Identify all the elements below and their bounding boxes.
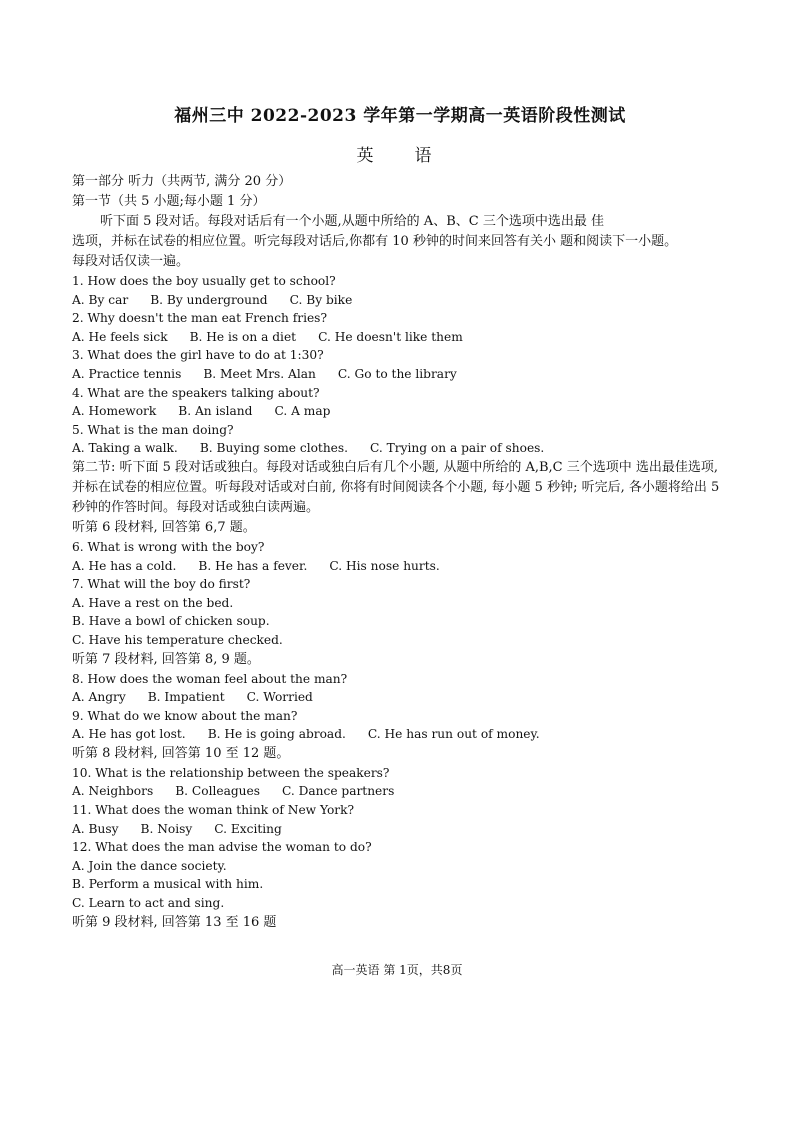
question-10: 10. What is the relationship between the speakers? [72,765,390,780]
question-2: 2. Why doesn't the man eat French fries? [72,311,327,326]
question-11: 11. What does the woman think of New York? [72,803,355,818]
option-c: C. Exciting [214,821,282,836]
option-a: A. Angry [72,690,126,705]
question-7: 7. What will the boy do first? [72,577,251,592]
question-3-options [72,365,728,384]
option-c: C. Dance partners [281,784,395,799]
option-a: A. Practice tennis [72,366,182,381]
part1-heading: 第一部分 听力（共两节, 满分 20 分） [72,174,292,189]
option-b: B. Impatient [147,690,225,705]
question-12-option-c: C. Learn to act and sing. [72,896,225,911]
question-6: 6. What is wrong with the boy? [72,539,265,554]
question-11-options [72,820,728,839]
material-9-heading: 听第 9 段材料, 回答第 13 至 16 题 [72,914,277,930]
material-6-heading: 听第 6 段材料, 回答第 6,7 题。 [72,519,256,535]
question-12-option-a: A. Join the dance society. [72,858,227,873]
subject-title: 英 语 [356,146,444,166]
option-a: A. Taking a walk. [72,441,178,456]
question-1: 1. How does the boy usually get to school? [72,274,336,288]
option-c: C. Worried [246,690,313,705]
question-7-option-a: A. Have a rest on the bed. [72,595,234,610]
question-4-options [72,402,728,421]
option-c: C. Go to the library [337,366,457,381]
option-b: B. Meet Mrs. Alan [203,366,316,381]
option-a: A. Neighbors [72,784,154,799]
material-8-heading: 听第 8 段材料, 回答第 10 至 12 题。 [72,745,290,761]
option-a: A. Homework [72,404,157,419]
question-6-options [72,557,728,576]
option-b: B. Buying some clothes. [199,441,349,456]
option-a: A. By car [72,292,129,307]
option-b: B. He is going abroad. [207,727,346,742]
option-c: C. A map [274,404,331,419]
question-7-option-b: B. Have a bowl of chicken soup. [72,614,270,629]
option-b: B. An island [178,404,253,419]
question-8: 8. How does the woman feel about the man? [72,671,348,686]
section1-instruction-line2: 选项，并标在试卷的相应位置。听完每段对话后,你都有 10 秒钟的时间来回答有关小 题和阅读下一小题。 [72,234,678,249]
question-10-options [72,782,728,801]
question-12-option-b: B. Perform a musical with him. [72,877,264,892]
option-c: C. Trying on a pair of shoes. [370,441,545,456]
option-c: C. He doesn't like them [318,329,463,344]
section1-instruction-line3: 每段对话仅读一遍。 [72,254,190,269]
question-1-options [72,291,728,310]
question-3: 3. What does the girl have to do at 1:30? [72,348,324,363]
question-4: 4. What are the speakers talking about? [72,385,320,400]
question-12: 12. What does the man advise the woman to do? [72,840,372,855]
section1-questions [72,272,728,458]
question-2-options [72,328,728,347]
question-9: 9. What do we know about the man? [72,708,298,723]
question-5-options [72,439,728,458]
question-8-options [72,688,728,707]
question-7-option-c: C. Have his temperature checked. [72,632,283,647]
question-5: 5. What is the man doing? [72,422,234,437]
question-9-options [72,725,728,744]
option-a: A. Busy [72,821,119,836]
exam-title: 福州三中 2022-2023 学年第一学期高一英语阶段性测试 [174,106,626,126]
option-a: A. He has a cold. [72,558,177,573]
option-a: A. He feels sick [72,329,168,344]
option-b: B. He is on a diet [189,329,297,344]
material-7-heading: 听第 7 段材料, 回答第 8, 9 题。 [72,651,260,667]
option-c: C. By bike [289,292,353,307]
page-footer: 高一英语 第 1页，共8页 [331,963,463,977]
exam-page [72,104,728,933]
option-b: B. By underground [150,292,268,307]
option-c: C. His nose hurts. [329,558,440,573]
option-a: A. He has got lost. [72,727,186,742]
option-c: C. He has run out of money. [367,727,540,742]
section1-instruction-line1: 听下面 5 段对话。每段对话后有一个小题,从题中所给的 A、B、C 三个选项中选出最 佳 [100,214,604,229]
option-b: B. Noisy [140,821,193,836]
section2-instruction: 第二节: 听下面 5 段对话或独白。每段对话或独白后有几个小题, 从题中所给的 A,B,C 三个选项中 选出最佳选项, 并标在试卷的相应位置。听每段对话或对白前, 你将有时间阅读各个小题, 每小题 5 秒钟; 听完后, 各小题将给出 5 秒钟的作答时间。每段对话或独白读两遍。 [72,459,720,515]
option-b: B. Colleagues [175,784,260,799]
option-b: B. He has a fever. [198,558,308,573]
section1-heading: 第一节（共 5 小题;每小题 1 分） [72,194,266,209]
